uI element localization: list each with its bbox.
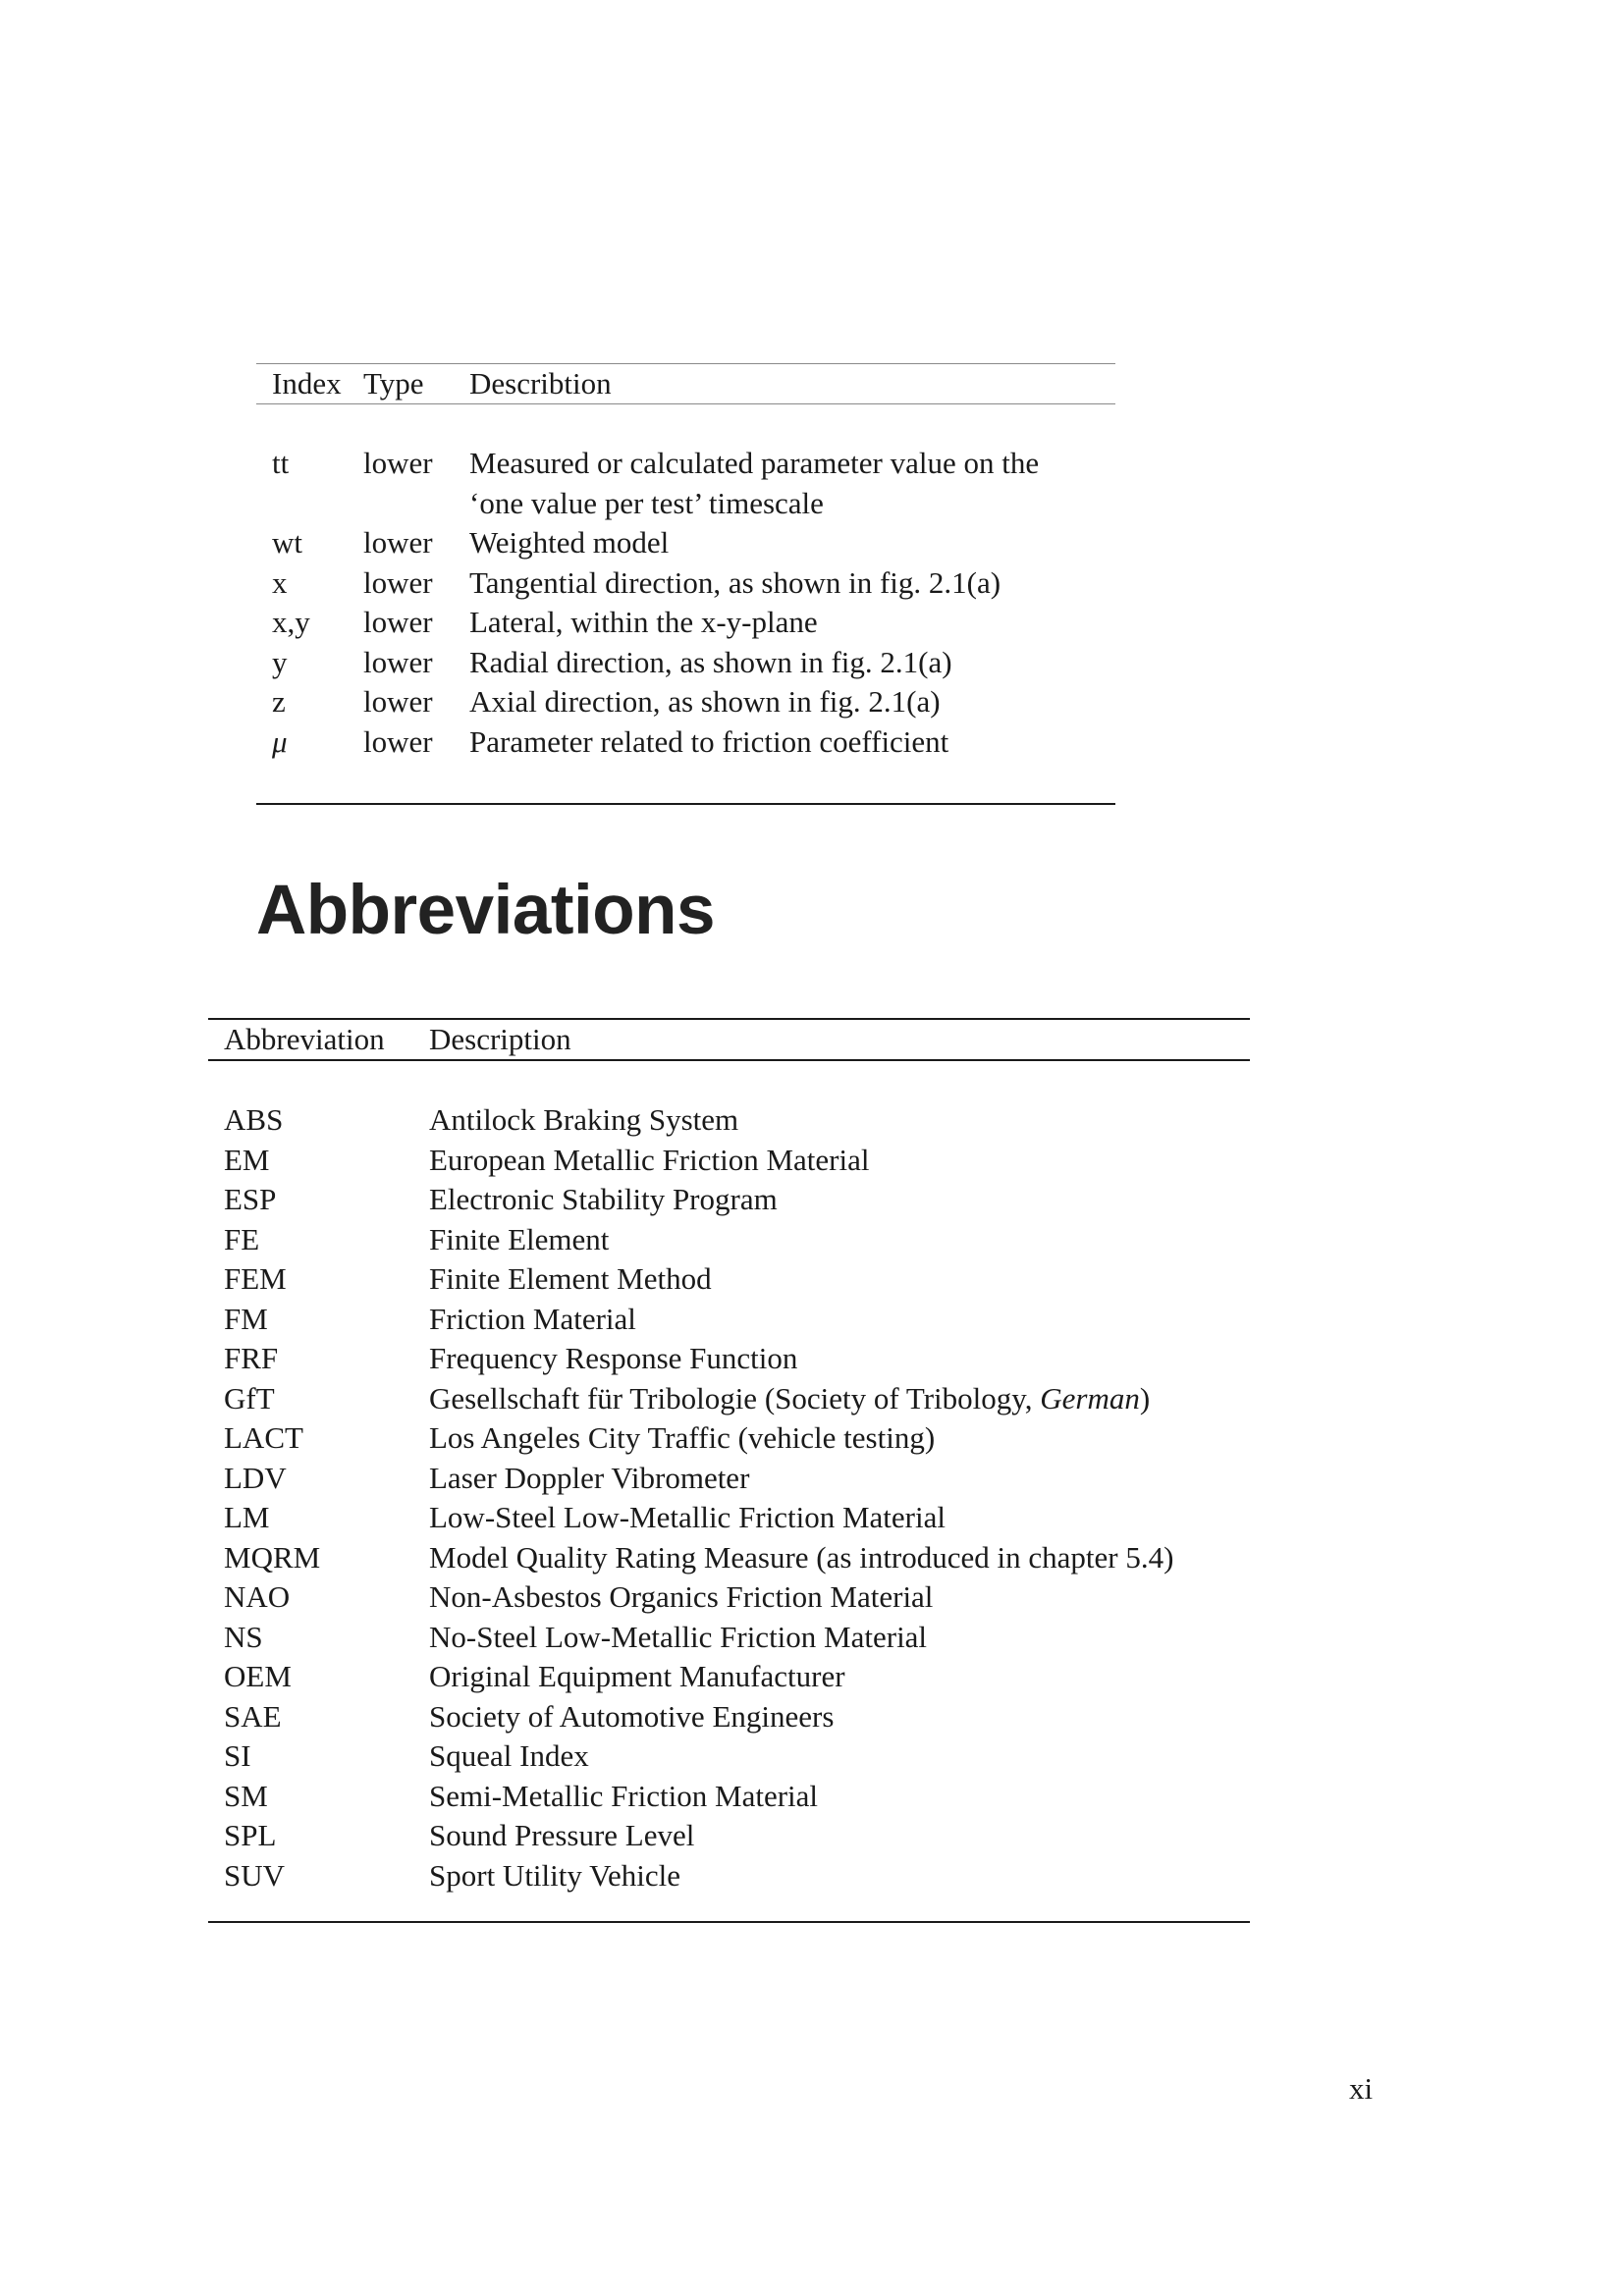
header-abbreviation: Abbreviation: [224, 1022, 385, 1056]
table-row: [208, 1459, 1250, 1499]
table-row: [208, 1100, 1250, 1141]
row-abbreviation: GfT: [224, 1380, 275, 1415]
table-bottom-rule: [208, 1921, 1250, 1923]
row-description-line: Measured or calculated parameter value on the: [469, 446, 1040, 480]
row-type: lower: [363, 525, 433, 560]
row-type: lower: [363, 684, 433, 719]
row-description: European Metallic Friction Material: [429, 1142, 870, 1177]
row-description-italic: German: [1040, 1380, 1140, 1415]
row-description: Semi-Metallic Friction Material: [429, 1778, 819, 1813]
table-row: [208, 1418, 1250, 1459]
row-description: Electronic Stability Program: [429, 1182, 778, 1216]
row-description: Squeal Index: [429, 1738, 589, 1773]
page-number: xi: [1349, 2071, 1374, 2106]
row-description: Low-Steel Low-Metallic Friction Material: [429, 1500, 946, 1534]
row-abbreviation: SAE: [224, 1698, 282, 1734]
row-description: Tangential direction, as shown in fig. 2.1(a): [469, 564, 1001, 600]
table-row: [208, 1379, 1250, 1419]
abbreviations-table: [208, 1018, 1250, 1923]
row-description: Model Quality Rating Measure (as introduced in chapter 5.4): [429, 1539, 1174, 1575]
table-row: [208, 1498, 1250, 1538]
row-abbreviation: SPL: [224, 1818, 277, 1852]
table-row: [256, 682, 1115, 722]
row-index: wt: [272, 525, 302, 560]
row-description: [429, 1379, 1250, 1419]
row-type: lower: [363, 446, 433, 480]
table-row: [208, 1736, 1250, 1777]
row-abbreviation: SM: [224, 1778, 268, 1813]
row-type: lower: [363, 605, 433, 639]
header-description: Description: [429, 1022, 571, 1056]
row-abbreviation: LDV: [224, 1460, 287, 1495]
row-abbreviation: NAO: [224, 1579, 291, 1614]
table-row: [256, 563, 1115, 604]
table-row: [208, 1180, 1250, 1220]
row-description: Society of Automotive Engineers: [429, 1698, 835, 1734]
row-description: Finite Element: [429, 1221, 610, 1256]
row-description: Non-Asbestos Organics Friction Material: [429, 1579, 934, 1614]
table-header-row: [256, 364, 1115, 403]
table-row: [208, 1657, 1250, 1697]
section-title: Abbreviations: [256, 872, 715, 949]
row-type: lower: [363, 644, 433, 679]
row-abbreviation: EM: [224, 1142, 270, 1177]
table-row: [208, 1538, 1250, 1578]
row-description: Antilock Braking System: [429, 1102, 739, 1137]
table-row: [208, 1618, 1250, 1658]
header-description: Describtion: [469, 366, 612, 400]
row-abbreviation: FE: [224, 1221, 260, 1256]
row-description: Frequency Response Function: [429, 1341, 798, 1375]
table-body: [208, 1061, 1250, 1921]
row-index: z: [272, 684, 286, 719]
row-type: lower: [363, 564, 433, 600]
table-header-row: [208, 1020, 1250, 1059]
row-abbreviation: SUV: [224, 1857, 286, 1893]
row-abbreviation: NS: [224, 1619, 263, 1654]
row-index: x,y: [272, 605, 310, 639]
row-description: Friction Material: [429, 1301, 636, 1336]
table-row: [208, 1777, 1250, 1817]
row-description: [469, 444, 1115, 523]
table-row: [208, 1339, 1250, 1379]
table-row: [208, 1300, 1250, 1340]
row-abbreviation: LACT: [224, 1420, 303, 1455]
row-abbreviation: OEM: [224, 1659, 292, 1693]
row-index: y: [272, 644, 288, 679]
table-row: [208, 1856, 1250, 1896]
table-row: [256, 603, 1115, 643]
row-description: Weighted model: [469, 525, 670, 560]
row-abbreviation: ABS: [224, 1102, 284, 1137]
row-description-line: ‘one value per test’ timescale: [469, 485, 824, 520]
row-abbreviation: ESP: [224, 1182, 277, 1216]
index-table: [256, 363, 1115, 805]
header-index: Index: [272, 366, 342, 400]
table-bottom-rule: [256, 803, 1115, 805]
row-description: Sound Pressure Level: [429, 1818, 695, 1852]
row-description: Parameter related to friction coefficient: [469, 723, 949, 759]
table-row: [256, 444, 1115, 523]
row-abbreviation: SI: [224, 1738, 251, 1773]
table-row: [256, 523, 1115, 563]
row-description: Lateral, within the x-y-plane: [469, 605, 818, 639]
row-description: Laser Doppler Vibrometer: [429, 1460, 750, 1495]
table-body: [256, 404, 1115, 803]
row-index: x: [272, 564, 288, 600]
table-row: [256, 722, 1115, 763]
header-type: Type: [363, 366, 424, 400]
table-row: [208, 1816, 1250, 1856]
row-description-text: Gesellschaft für Tribologie (Society of Tribology,: [429, 1380, 1041, 1415]
row-abbreviation: FM: [224, 1301, 268, 1336]
row-description: Original Equipment Manufacturer: [429, 1659, 845, 1693]
table-row: [208, 1577, 1250, 1618]
row-description: Radial direction, as shown in fig. 2.1(a): [469, 644, 952, 679]
row-description: Axial direction, as shown in fig. 2.1(a): [469, 684, 941, 719]
table-row: [208, 1141, 1250, 1181]
table-row: [208, 1220, 1250, 1260]
row-abbreviation: MQRM: [224, 1539, 321, 1575]
table-row: [208, 1259, 1250, 1300]
row-index: tt: [272, 446, 290, 480]
row-description: Los Angeles City Traffic (vehicle testing): [429, 1420, 936, 1455]
row-abbreviation: FRF: [224, 1341, 279, 1375]
row-description: No-Steel Low-Metallic Friction Material: [429, 1619, 928, 1654]
table-row: [256, 643, 1115, 683]
row-abbreviation: LM: [224, 1500, 270, 1534]
row-abbreviation: FEM: [224, 1261, 287, 1296]
row-description: Sport Utility Vehicle: [429, 1857, 681, 1893]
row-type: lower: [363, 723, 433, 759]
table-row: [208, 1697, 1250, 1737]
row-index: μ: [272, 723, 288, 759]
row-description: Finite Element Method: [429, 1261, 712, 1296]
row-description-end: ): [1139, 1380, 1151, 1415]
